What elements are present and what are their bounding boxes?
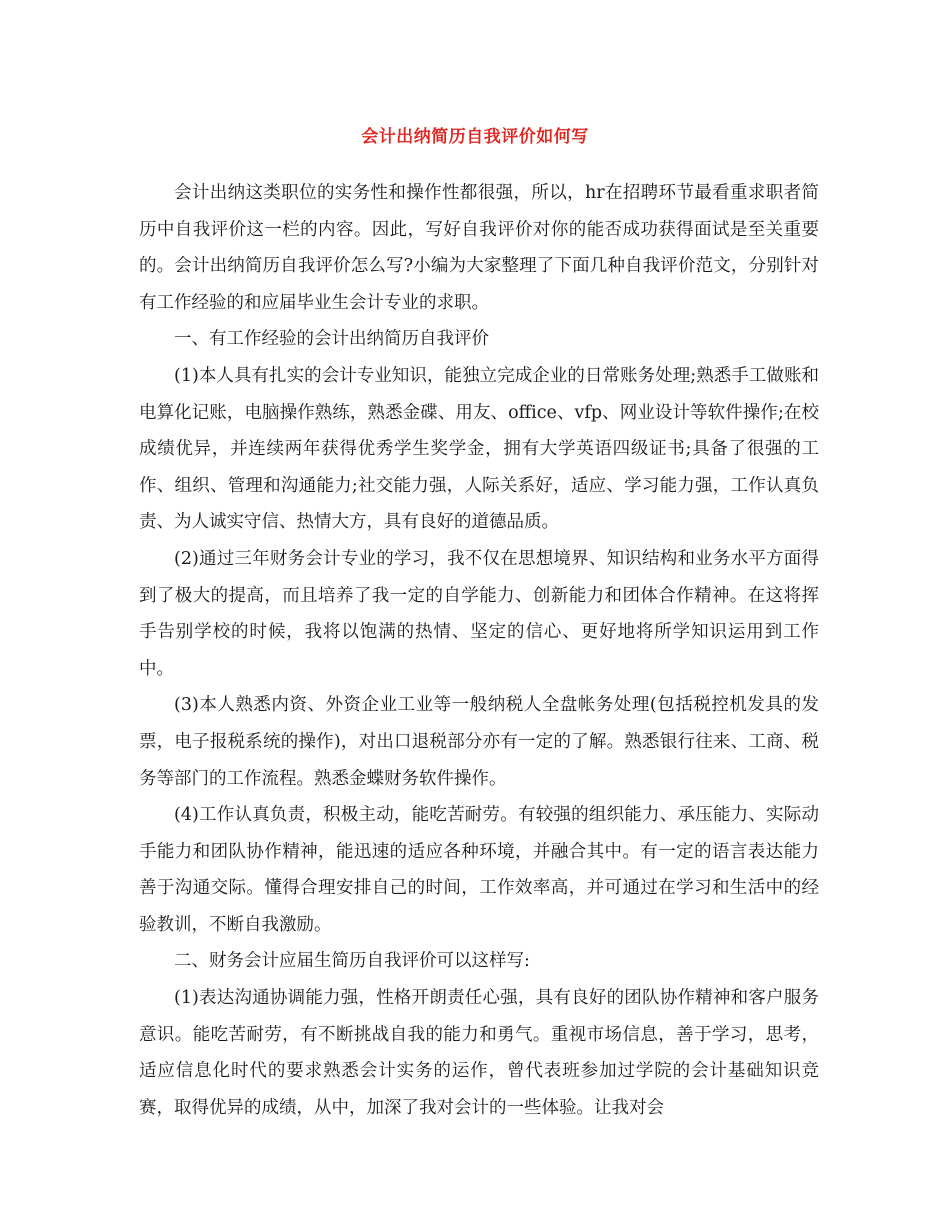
section-heading-experienced: 一、有工作经验的会计出纳简历自我评价 (174, 329, 489, 350)
paragraph-graduate-1: (1)表达沟通协调能力强，性格开朗责任心强，具有良好的团队协作精神和客户服务意识。能吃苦耐劳，有不断挑战自我的能力和勇气。重视市场信息，善于学习，思考，适应信息化时代的要求熟悉会计实务的运作，曾代表班参加过学院的会计基础知识竞赛，取得优异的成绩，从中，加深了我对会计的一些体验。让我对会 (139, 988, 819, 1118)
document-title: 会计出纳简历自我评价如何写 (361, 127, 589, 147)
paragraph-experienced-4: (4)工作认真负责，积极主动，能吃苦耐劳。有较强的组织能力、承压能力、实际动手能力和团队协作精神，能迅速的适应各种环境，并融合其中。有一定的语言表达能力善于沟通交际。懂得合理安排自己的时间，工作效率高，并可通过在学习和生活中的经验教训，不断自我激励。 (139, 805, 819, 935)
section-heading-graduate: 二、财务会计应届生简历自我评价可以这样写: (174, 951, 530, 972)
paragraph-experienced-2: (2)通过三年财务会计专业的学习，我不仅在思想境界、知识结构和业务水平方面得到了极大的提高，而且培养了我一定的自学能力、创新能力和团体合作精神。在这将挥手告别学校的时候，我将以饱满的热情、坚定的信心、更好地将所学知识运用到工作中。 (139, 548, 819, 679)
document-body (139, 175, 819, 1126)
paragraph-experienced-3: (3)本人熟悉内资、外资企业工业等一般纳税人全盘帐务处理(包括税控机发具的发票，电子报税系统的操作)，对出口退税部分亦有一定的了解。熟悉银行往来、工商、税务等部门的工作流程。熟悉金蝶财务软件操作。 (139, 695, 819, 789)
paragraph-intro: 会计出纳这类职位的实务性和操作性都很强，所以，hr在招聘环节最看重求职者简历中自我评价这一栏的内容。因此，写好自我评价对你的能否成功获得面试是至关重要的。会计出纳简历自我评价怎么写?小编为大家整理了下面几种自我评价范文，分别针对有工作经验的和应届毕业生会计专业的求职。 (139, 183, 819, 313)
paragraph-experienced-1: (1)本人具有扎实的会计专业知识，能独立完成企业的日常账务处理;熟悉手工做账和电算化记账，电脑操作熟练，熟悉金碟、用友、office、vfp、网业设计等软件操作;在校成绩优异，并连续两年获得优秀学生奖学金，拥有大学英语四级证书;具备了很强的工作、组织、管理和沟通能力;社交能力强，人际关系好，适应、学习能力强，工作认真负责、为人诚实守信、热情大方，具有良好的道德品质。 (139, 365, 819, 533)
